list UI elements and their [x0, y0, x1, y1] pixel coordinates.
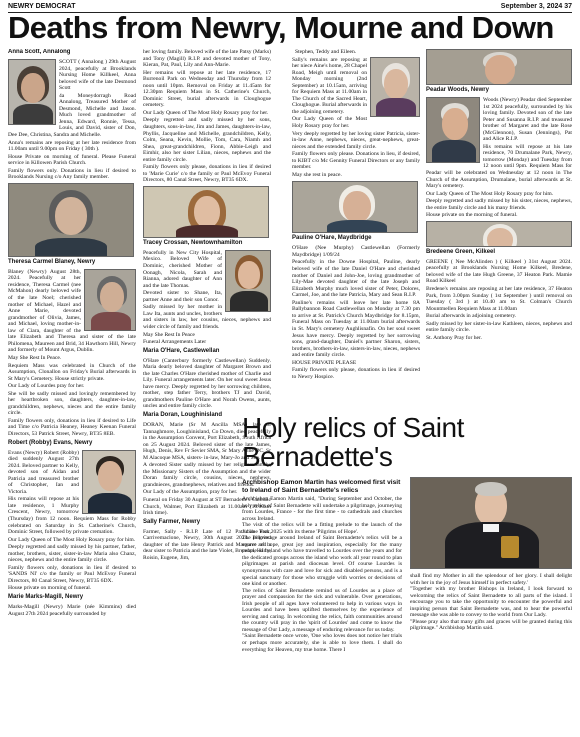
- notice-paragraph: Family flowers only please, donations in lieu if desired to Newry Hospice.: [292, 367, 420, 380]
- notice-paragraph: A devoted Sister sadly missed by her religious family, the Missionary Sisters of the Assumption and the wider Doran family circle, cousins, nieces, nephews, grandnieces, grandnephews, relatives and friends.: [143, 462, 271, 488]
- notice-paragraph: His remains will repose at his late residence, 1 Murphy Crescent, Newry, tomorrow (Thursday) from 12 noon. Requiem Mass for Robby celebrated on Saturday in St. Catherine's Church, Dominic Street, followed by private cremation.: [8, 496, 136, 536]
- notice-paragraph: Our Lady Queen of The Most Holy Rosary pray for him.: [8, 536, 136, 543]
- notice-paragraph: Our Lady of the Assumption, pray for her.: [143, 489, 238, 496]
- notice-paragraph: HOUSE PRIVATE PLEASE: [292, 359, 357, 366]
- photo-caption-pauline: Pauline O'Hare, Maydbridge: [292, 235, 372, 242]
- photo-tracey-crossan: [143, 186, 269, 238]
- notice-title-ohare-maria: Maria O'Hare, Castlewellan: [143, 347, 220, 354]
- notice-paragraph: House private on morning of funeral.: [8, 585, 92, 592]
- notice-paragraph: Anna's remains are reposing at her late residence from 11.00am until 9.00pm on Friday ( 30th ).: [8, 139, 136, 153]
- notice-paragraph: DORAN, Marie (Sr M Ancilla MSA) late of Tannaghmore, Loughinisland, Co Down, died peacefully in the Assumption Convent, Port Elizabeth, South Africa on 25 August 2024. Beloved sister of the late James, Hugh, Denis, Rev Fr Sevier SMA, Sr Mary Anne DC, Sr M Alacoque MSA, sisters- in-law, Mary-Jo and Sue.: [143, 421, 271, 461]
- notice-paragraph: Funeral Arrangements Later: [143, 339, 207, 346]
- notice-paragraph: "Please pray also that many gifts and graces will be granted during this pilgrimage." Archbishop Martin said.: [410, 618, 572, 632]
- notice-paragraph: Peacefully in New City Hospital, Mexico. Beloved Wife of Dominic, cherished Mother of Oonagh, Nicola, Sarah and Rianna, adored daughter of Ann and the late Thomas.: [143, 249, 222, 289]
- photo-pauline-ohare: [292, 181, 418, 233]
- notice-paragraph: Blaney (Newry) August 28th, 2024. Peacefully at her residence, Theresa Carmel (nee McMahon) dearly beloved wife of the late Noel; cherished mother of Michael, Hazel and Anne Marie, devoted grandmother of Olivia, James, and Michael, loving mother-in-law of Ciara, daughter of the late Elizabeth and Theresa and sister of the late Philomena, Maureen and Brid, 34 Hawthorn Hill, Newry and formerly of Mount Argus, Dublin.: [8, 268, 136, 354]
- notice-paragraph: Sally's remains are reposing at her niece Aine's home, 28 Chapel Road, Meigh until removal on Monday morning (2nd September) at 10.15am, arriving for Requiem Mass at 11.00am in The Church of the Sacred Heart, Cloughogue. Burial afterwards in the adjoining cemetery.: [292, 56, 367, 115]
- notice-paragraph: Marks-Magill (Newry) Marie (née Kimmins) died August 27th 2024 peacefully surrounded by: [8, 604, 136, 617]
- notice-paragraph: Sadly missed by her sister-in-law Kathleen, nieces, nephews and entire family circle.: [426, 320, 572, 334]
- photo-robert-evans: [82, 450, 136, 514]
- photo-caption-green: Bredeene Green, Kilkeel: [426, 248, 496, 255]
- notice-paragraph: House Private on morning of funeral. Please Funeral service in Killowen Parish Church.: [8, 153, 136, 167]
- paper-name: NEWRY DEMOCRAT: [8, 3, 76, 10]
- notice-paragraph: O'Hare (Canterbury formerly Castlewellan) Suddenly. Maria dearly beloved daughter of Margaret Brown and the late Charles O'Hare cherished mother of Charlie and Lily. Funeral arrangements later. On her soul sweet Jesus have mercy. Deeply regretted by her sorrowing children, mother, step father Terry, brothers TJ and David, grandmothers Pauline O'Hare and Norah Owens, aunts, uncles and entire family circle.: [143, 357, 271, 410]
- notice-paragraph: Family flowers only, donations in lieu if desired to 'SANDS NI' c/o the family or Paul McEvoy Funeral Directors, 80 Canal Street, Newry, BT35 6DX.: [8, 564, 136, 584]
- notice-paragraph: Family flowers only please, donations in lieu if desired to 'Marie Curie' c/o the family or Paul McEvoy Funeral Directors, 80 Canal Street, Newry, BT35 6DX.: [143, 164, 271, 184]
- notice-paragraph: "Together with my brother Bishops in Ireland, I look forward to welcoming the relics of Saint Bernadette to all parts of the island. I encourage you to take the opportunity to encounter the powerful and inspiring person that Saint Bernadette was, and to hear the powerful message she was able to convey to the world from Our Lady.: [410, 586, 572, 619]
- notice-paragraph: The pilgrimage around Ireland of Saint Bernadette's relics will be a source of hope, great joy and inspiration, especially for the many people of Ireland who have travelled to Lourdes over the years and for the dedicated groups across the island who work all year round to plan pilgrimages at parish and diocesan level. Of course Lourdes is synonymous with care and love for sick and disabled persons, and is a special sanctuary for those who struggle with worries or decisions of one kind or another.: [242, 535, 402, 588]
- notice-paragraph: Our Lady of Lourdes pray for her.: [8, 383, 85, 390]
- notice-paragraph: Woods (Newry) Peadar died September 1st 2024 peacefully, surrounded by his loving family. Devoted son of the late Peter and Susanna R.I.P. and treasured brother of Margaret and the late Rose (McGlennon), Susan (Jennings), Pat and Alice R.I.P.: [483, 97, 572, 143]
- photo-caption-evans: Robert (Robby) Evans, Newry: [8, 439, 93, 446]
- photo-anna-scott: [8, 59, 56, 125]
- notice-paragraph: Pauline's remains will leave her late home 8A Ballybannon Road Castlewellan on Monday at 7.30 pm to arrive at St. Patrick's Church Maydbridge for 8.15pm, Funeral Mass on Tuesday at 11.00am burial afterwards in St. Mary's cemetery Aughlisnafin. On her soul sweet Jesus have mercy. Deeply regretted by her sorrowing sons, grand-daughter, Daniel's partner Sharon, sisters, brothers, brothers-in-law, sisters-in-law, nieces, nephews and entire family circle.: [292, 299, 420, 359]
- notice-paragraph: 4a Moneydorragh Road Annalong, Treasured Mother of Desmond, Michelle and Jason. Much loved grandmother of Jenna, Edward, Ronnie, Tessa, Louis, and David, sister of Don, Dee Dee, Christina, Sandra and Michelle.: [8, 92, 136, 139]
- column-1: [8, 49, 136, 737]
- photo-farmer-inset: [370, 57, 420, 117]
- notice-paragraph: Our Lady Queen of The Most Holy Rosary pray for him.: [426, 190, 554, 197]
- page-date: September 3, 2024 37: [500, 3, 572, 10]
- notice-paragraph: Family flowers only. Donations in lieu if desired to Brooklands Nursing c/o Any family member.: [8, 167, 136, 181]
- photo-crossan-inset: [225, 250, 271, 312]
- notice-paragraph: The relics of Saint Bernadette remind us of Lourdes as a place of prayer and compassion for the sick and vulnerable. Over generations, Irish people of all ages have volunteered to help in various ways in Lourdes and have been uplifted themselves by the experience of serving and caring. In welcoming the relics, faith communities around the country will pray in the 'spirit of Lourdes' and come to know the message of Our Lady, a message of enduring relevance for us today.: [242, 587, 402, 633]
- photo-theresa-blaney: [8, 183, 134, 257]
- notice-title-farmer: Sally Farmer, Newry: [143, 518, 201, 525]
- photo-bredeene-green: [426, 221, 572, 247]
- notice-paragraph: Devoted sister to Shane, Ita, partner Anne and their son Conor.: [143, 290, 222, 303]
- notice-paragraph: Archbishop Eamon Martin said, "During September and October, the holy relics of Saint Bernadette will undertake a pilgrimage, journeying from Lourdes, France - for the first time - to cathedrals and churches across Ireland.: [242, 496, 402, 522]
- photo-caption-crossan: Tracey Crossan, Newtownhamilton: [143, 239, 243, 246]
- notice-paragraph: shall find my Mother in all the splendour of her glory. I shall delight with her in the joy of Jesus himself in perfect safety.': [410, 573, 572, 586]
- notice-paragraph: Deeply regretted and sadly missed by his partner, father, mother, brothers, sister, sister-in-law Maria also Chanz, nieces, nephews and the entire family circle.: [8, 544, 136, 564]
- notice-paragraph: O'Hare (Nee Murphy) Castlewellan (Formerly Maydbridge) 1/09/24: [292, 245, 420, 258]
- notice-title-scott: Anna Scott, Annalong: [8, 49, 71, 55]
- notice-paragraph: Bredene's remains are reposing at her late residence, 37 Heaton Park, from 3.00pm Sunday ( 1st September ) until removal on Tuesday ( 3rd ) at 10.40 am to St. Colman's Church Mountmellen Requiem Mass at 11.00am: [426, 286, 572, 312]
- relics-column-right: [410, 573, 572, 632]
- notice-paragraph: Her remains will repose at her late residence, 17 Burrenoil Park on Wednesday and Thursday from 12 noon until 10pm. Removal on Friday at 11.45am for 12.30pm Requiem Mass in St. Catherine's Church, Dominic Street, burial afterwards in Cloughogue cemetery.: [143, 69, 271, 109]
- notice-paragraph: Farmer, Sally - R.I.P. Late of 12 Patrician Park, Carrivemaclone, Newry, 30th August 2024. Beloved daughter of the late Henry Patrick and Margaret and a dear sister to Patricia and the late Violet, Brendan, Harry, Roisin, Eugene, Jim,: [143, 528, 271, 561]
- notice-paragraph: His remains will repose at his late residence, 70 Drumalane Park, Newry, tomorrow (Monday) and Tuesday from 12 noon until 9pm. Requiem Mass for Peadar will be celebrated on Wednesday at 12 noon in The Church of the Assumption, Drumalane, burial afterwards at St. Mary's cemetery.: [426, 143, 572, 190]
- notice-paragraph: Stephen, Teddy and Eileen.: [295, 49, 357, 55]
- notice-paragraph: Our Lady Queen of the Most Holy Rosary pray for her.: [292, 116, 367, 130]
- notice-paragraph: Peacefully in the Downe Hospital, Pauline, dearly beloved wife of the late Daniel O'Hare and cherished mother of Daniel and John-Joe, loving grandmother of Lily-Mae devoted daughter of the late Joseph and Elizabeth Murphy much loved sister of Peter, Dolores, Carmel, Joe, and the late Patricia, Mary and Sean R.I.P.: [292, 259, 420, 299]
- photo-peadar-woods: [426, 49, 572, 85]
- column-4: [426, 49, 572, 411]
- notice-paragraph: Deeply regretted and sadly missed by his sister, nieces, nephews, the entire family circle and his many friends.: [426, 198, 572, 211]
- notice-paragraph: The visit of the relics will be a fitting prelude to the launch of the Jubilee Year 2025 with its theme 'Pilgrims of Hope'.: [242, 522, 402, 535]
- notice-paragraph: Very deeply regretted by her loving sister Patricia, sister-in-law Anne, nephews, nieces, great-nephews, great-nieces and the extended family circle.: [292, 130, 420, 150]
- notice-paragraph: Burial afterwards in adjoining cemetery.: [426, 313, 517, 320]
- notice-paragraph: GREENE ( Nee McAlinden ) ( Kilkeel ) 31st August 2024. peacefully at Brooklands Nursing Home Kilkeel, Bredene, beloved wife of the late Hugh Greene, 37 Heaton Park. Mamie Road Kilkeel: [426, 258, 572, 285]
- notice-paragraph: May She Rest In Peace.: [8, 354, 62, 361]
- notice-paragraph: Deeply regretted and sadly missed by her sons, daughters, sons-in-law, Jim and James, daughters-in-law, Phyllis, Jacqueline and Michelle, grandchildren, Kelly, Colm, Seana, Kevin, Mollie, Tom, Cara, Niamh and Shea, great-grandchildren, Fionn, Abbie-Leigh and Eimhir, also her sister Lilian, nieces, nephews and the entire family circle.: [143, 117, 271, 163]
- column-3: [292, 49, 420, 411]
- notice-paragraph: Our Lady Queen of The Most Holy Rosary pray for her.: [143, 109, 269, 116]
- notice-paragraph: Requiem Mass was celebrated in Church of the Assumption, Clonallon on Friday's Burial afterwards in St Mary's Cemetery. House strictly private.: [8, 362, 136, 382]
- notice-paragraph: Family flowers only, donations in lieu if desired to Life and Time c/o Patricia Heaney, Heaney Keenan Funeral Directors, 53 Patrick Street, Newry, BT35 8EB.: [8, 417, 136, 437]
- relics-column-left: [242, 479, 402, 653]
- notice-title-marks-magill: Marie Marks-Magill, Newry: [8, 594, 84, 600]
- notice-paragraph: Funeral on Friday 30 August at ST Bernadette's Catholic Church, Walmer, Port Elizabeth at 11.00am (10.00am Irish time).: [143, 496, 271, 517]
- relics-body: [242, 479, 572, 731]
- notice-paragraph: "Saint Bernadette once wrote, 'One who loves does not notice her trials or perhaps more accurately, she is able to love them. I shall do everything for Heaven, my true home. There I: [242, 633, 402, 653]
- relics-headline: Holy relics of Saint Bernadette's: [242, 412, 464, 472]
- photo-caption-blaney: Theresa Carmel Blaney, Newry: [8, 258, 96, 265]
- page-headline: Deaths from Newry, Mourne and Down: [8, 10, 554, 45]
- notice-paragraph: St. Anthony Pray for her.: [426, 334, 482, 341]
- notice-paragraph: SCOTT ( Annalong ) 29th August 2024, peacefully at Brooklands Nursing Home Killkeel, Anna beloved wife of the late Desmond Scott: [59, 59, 136, 92]
- notice-paragraph: Sadly missed by her mother in Law Ita, aunts and uncles, brothers and sisters in law, her cousins, nieces, nephews and wider circle of family and friends.: [143, 304, 271, 330]
- notice-paragraph: her loving family. Beloved wife of the late Patsy (Marks) and Tony (Magill) R.I.P. and devoted mother of Tony, Kieran, Pat, Paul, Lily and Ann-Marie.: [143, 49, 271, 69]
- relics-article: [242, 413, 572, 731]
- photo-blaney-inset: [84, 269, 136, 331]
- photo-archbishop-eamon-martin: [410, 477, 572, 569]
- notice-paragraph: May She Rest In Peace: [143, 331, 195, 338]
- notice-paragraph: House private on the morning of funeral.: [426, 212, 518, 219]
- notice-title-doran: Maria Doran, Loughinisland: [143, 411, 223, 418]
- photo-caption-woods: Peadar Woods, Newry: [426, 87, 489, 93]
- notice-paragraph: Family flowers only please. Donations in lieu, if desired, to KIBT c/o Mc Gennity Funeral Directors or any family member.: [292, 151, 420, 171]
- notice-paragraph: May she rest in peace.: [292, 171, 342, 178]
- relics-subhead: Archbishop Eamon Martin has welcomed first visit to Ireland of Saint Bernadette's relics: [242, 479, 401, 494]
- photo-woods-inset: [426, 97, 480, 163]
- notice-paragraph: Evans (Newry) Robert (Robby) died suddenly August 27th 2024. Beloved partner to Kelly, devoted son of Aidan and Patricia and treasured brother of Christopher, Ian and Victoria.: [8, 449, 79, 495]
- notice-paragraph: She will be sadly missed and lovingly remembered by her heartbroken son, daughters, daughter-in-law, grandchildren, nephews, nieces and the entire family circle.: [8, 390, 136, 417]
